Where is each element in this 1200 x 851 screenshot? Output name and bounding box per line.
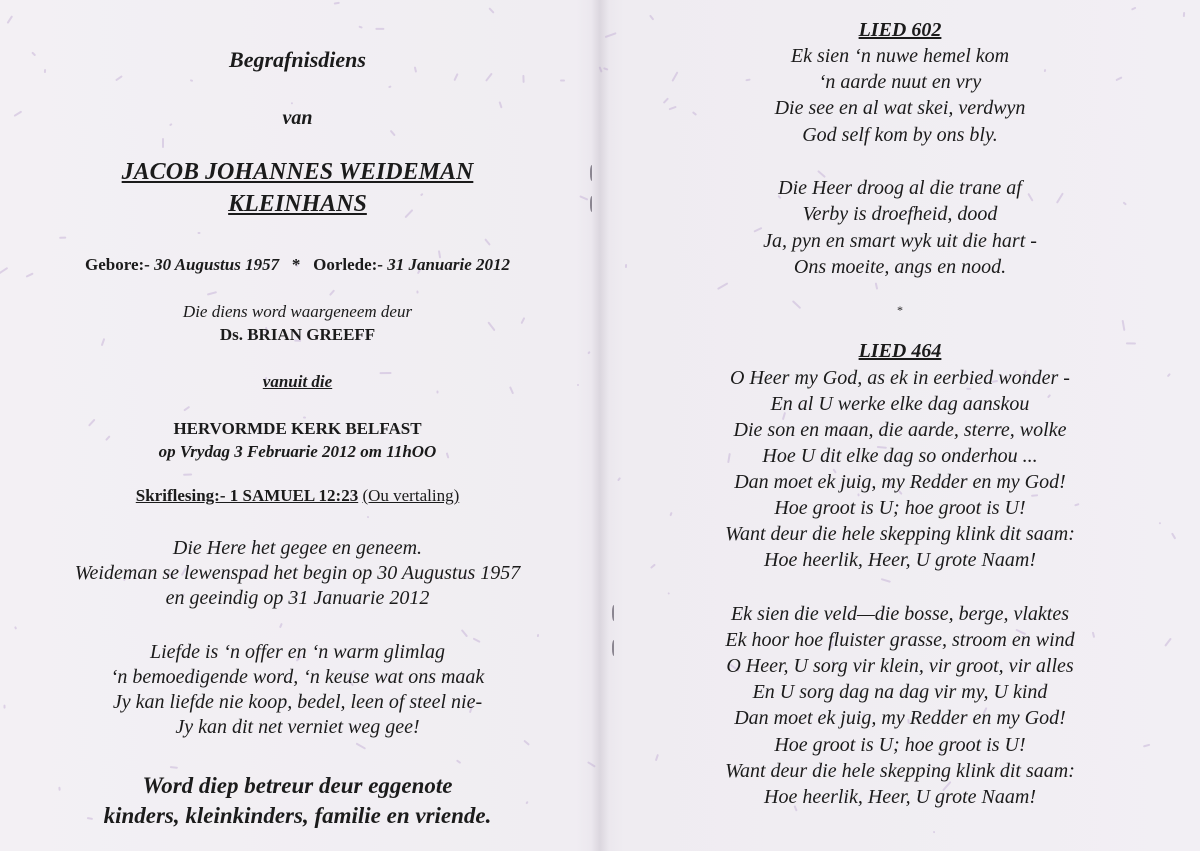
- date-separator: *: [291, 255, 301, 274]
- hymn2-line: Dan moet ek juig, my Redder en my God!: [734, 471, 1066, 493]
- officiant-intro: Die diens word waargeneem deur: [182, 302, 413, 321]
- from-label: vanuit die: [262, 372, 333, 391]
- hymn1-line: Die Heer droog al die trane af: [778, 177, 1022, 199]
- hymn2-line: Ek hoor hoe fluister grasse, stroom en wind: [725, 629, 1075, 651]
- hymn2-line: Want deur die hele skepping klink dit saam:: [725, 523, 1075, 545]
- hymn2-line: Ek sien die veld—die bosse, berge, vlaktes: [730, 603, 1070, 625]
- van-label: van: [282, 107, 313, 129]
- hymn1-line: God self kom by ons bly.: [802, 124, 998, 146]
- hymn2-line: Want deur die hele skepping klink dit saam:: [725, 760, 1075, 782]
- reading-label: Skriflesing:- 1 SAMUEL 12:23: [135, 486, 359, 505]
- born-date: 30 Augustus 1957: [154, 255, 280, 274]
- service-when: op Vrydag 3 Februarie 2012 om 11hOO: [158, 442, 437, 461]
- reading-note: (Ou vertaling): [362, 486, 460, 505]
- separator: *: [897, 303, 903, 317]
- hymn1-line: Ja, pyn en smart wyk uit die hart -: [763, 230, 1037, 252]
- mourned-line1: Word diep betreur deur eggenote: [142, 773, 453, 798]
- church-name: HERVORMDE KERK BELFAST: [173, 419, 422, 438]
- hymn2-line: Hoe groot is U; hoe groot is U!: [774, 734, 1026, 756]
- dates-line: [0, 255, 595, 275]
- hymn2-line: Hoe U dit elke dag so onderhou ...: [762, 445, 1038, 467]
- hymn2-line: O Heer my God, as ek in eerbied wonder -: [730, 367, 1070, 389]
- hymn2-line: En U sorg dag na dag vir my, U kind: [752, 681, 1048, 703]
- deceased-name-line2: KLEINHANS: [228, 191, 367, 217]
- mourned-line2: kinders, kleinkinders, familie en vriende.: [103, 803, 492, 828]
- born-label: Gebore:-: [84, 255, 150, 274]
- service-title: Begrafnisdiens: [229, 47, 366, 72]
- hymn2-line: Dan moet ek juig, my Redder en my God!: [734, 707, 1066, 729]
- verse-line: en geeindig op 31 Januarie 2012: [165, 587, 430, 609]
- hymn1-title: LIED 602: [858, 19, 942, 41]
- deceased-name-line1: JACOB JOHANNES WEIDEMAN: [121, 159, 474, 185]
- poem-line: Liefde is ‘n offer en ‘n warm glimlag: [150, 641, 445, 663]
- hymn2-line: Hoe groot is U; hoe groot is U!: [774, 497, 1026, 519]
- died-label: Oorlede:-: [313, 255, 383, 274]
- right-page: [600, 0, 1200, 851]
- poem-line: ‘n bemoedigende word, ‘n keuse wat ons maak: [110, 666, 485, 688]
- hymn1-line: ‘n aarde nuut en vry: [818, 71, 982, 93]
- hymn2-line: Hoe heerlik, Heer, U grote Naam!: [764, 786, 1036, 808]
- hymn1-line: Die see en al wat skei, verdwyn: [774, 97, 1026, 119]
- left-page: [0, 0, 595, 851]
- poem-line: Jy kan dit net verniet weg gee!: [175, 716, 420, 738]
- verse-line: Weideman se lewenspad het begin op 30 Augustus 1957: [74, 562, 521, 584]
- hymn2-line: Die son en maan, die aarde, sterre, wolke: [733, 419, 1067, 441]
- hymn2-line: O Heer, U sorg vir klein, vir groot, vir alles: [726, 655, 1074, 677]
- died-date: 31 Januarie 2012: [387, 255, 511, 274]
- hymn1-line: Ons moeite, angs en nood.: [793, 256, 1007, 278]
- officiant-name: Ds. BRIAN GREEFF: [219, 325, 376, 344]
- verse-line: Die Here het gegee en geneem.: [172, 537, 423, 559]
- hymn1-line: Verby is droefheid, dood: [802, 203, 998, 225]
- poem-line: Jy kan liefde nie koop, bedel, leen of steel nie-: [112, 691, 483, 713]
- reading-line: [0, 486, 595, 506]
- hymn2-line: En al U werke elke dag aanskou: [770, 393, 1030, 415]
- hymn2-line: Hoe heerlik, Heer, U grote Naam!: [764, 549, 1036, 571]
- hymn1-line: Ek sien ‘n nuwe hemel kom: [790, 45, 1010, 67]
- hymn2-title: LIED 464: [858, 340, 942, 362]
